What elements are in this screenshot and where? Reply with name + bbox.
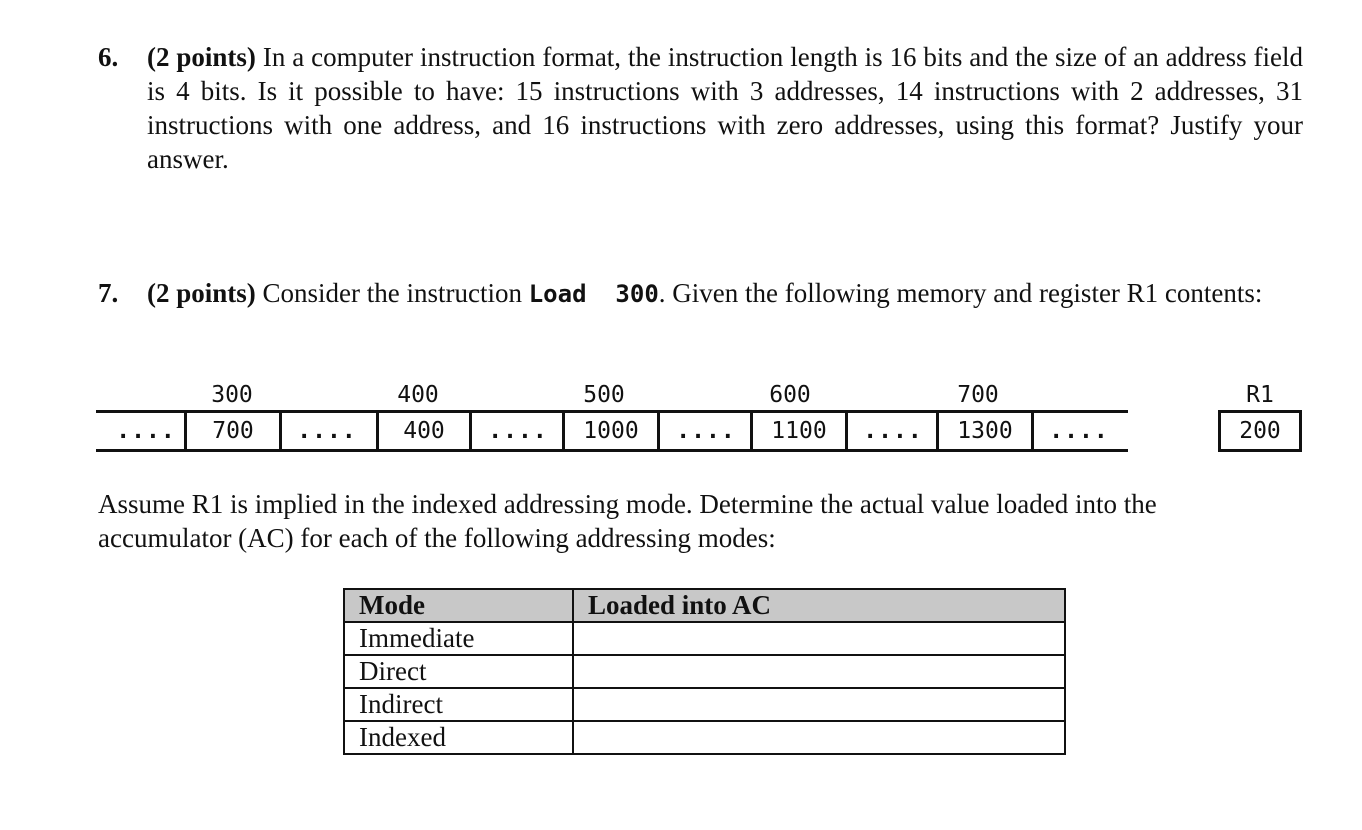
question-number: 7. bbox=[98, 278, 119, 308]
assumption-text: Assume R1 is implied in the indexed addressing mode. Determine the actual value loaded into the accumulator (AC) for each of the following addressing modes: bbox=[98, 489, 1157, 553]
memory-ellipsis: .... bbox=[116, 418, 176, 444]
memory-ellipsis: .... bbox=[676, 418, 736, 444]
register-r1-value: 200 bbox=[1218, 410, 1302, 452]
answer-cell[interactable] bbox=[573, 688, 1065, 721]
memory-ellipsis: .... bbox=[1049, 418, 1109, 444]
table-row bbox=[344, 688, 1065, 721]
mode-cell: Indirect bbox=[344, 688, 573, 721]
question-body bbox=[147, 276, 1303, 311]
mode-cell: Indexed bbox=[344, 721, 573, 754]
memory-address-label: 700 bbox=[957, 382, 999, 408]
question-text-before: Consider the instruction bbox=[262, 278, 522, 308]
memory-cell-value: 1300 bbox=[936, 413, 1034, 449]
table-row bbox=[344, 655, 1065, 688]
memory-address-label: 300 bbox=[211, 382, 253, 408]
memory-cell-value: 700 bbox=[184, 413, 282, 449]
memory-cell-value: 1000 bbox=[562, 413, 660, 449]
mode-cell: Immediate bbox=[344, 622, 573, 655]
table-row bbox=[344, 622, 1065, 655]
memory-ellipsis: .... bbox=[488, 418, 548, 444]
table-header-row bbox=[344, 589, 1065, 622]
answer-cell[interactable] bbox=[573, 721, 1065, 754]
question-points: (2 points) bbox=[147, 42, 256, 72]
question-body bbox=[147, 40, 1303, 176]
column-header-loaded: Loaded into AC bbox=[573, 589, 1065, 622]
memory-strip bbox=[96, 410, 1128, 452]
memory-address-label: 600 bbox=[769, 382, 811, 408]
memory-address-label: 500 bbox=[583, 382, 625, 408]
instruction-code: Load 300 bbox=[528, 280, 659, 308]
memory-address-label: 400 bbox=[397, 382, 439, 408]
memory-ellipsis: .... bbox=[863, 418, 923, 444]
column-header-mode: Mode bbox=[344, 589, 573, 622]
register-name-label: R1 bbox=[1246, 382, 1274, 408]
question-text-after: . Given the following memory and register R1 contents: bbox=[658, 278, 1263, 308]
answer-cell[interactable] bbox=[573, 655, 1065, 688]
question-6 bbox=[98, 40, 1303, 176]
question-points: (2 points) bbox=[147, 278, 256, 308]
question-text: In a computer instruction format, the instruction length is 16 bits and the size of an address field is 4 bits. Is it possible to have: 15 instructions with 3 addresses, 14 instructions with 2 addresses, 31 instructions with one address, and 16 instructions with zero addresses, using this format? Justify your answer. bbox=[147, 42, 1304, 174]
memory-ellipsis: .... bbox=[297, 418, 357, 444]
answer-cell[interactable] bbox=[573, 622, 1065, 655]
question-number: 6. bbox=[98, 42, 119, 72]
table-row bbox=[344, 721, 1065, 754]
question-7 bbox=[98, 276, 1303, 311]
addressing-modes-table bbox=[343, 588, 1066, 755]
mode-cell: Direct bbox=[344, 655, 573, 688]
memory-cell-value: 1100 bbox=[750, 413, 848, 449]
memory-cell-value: 400 bbox=[376, 413, 472, 449]
